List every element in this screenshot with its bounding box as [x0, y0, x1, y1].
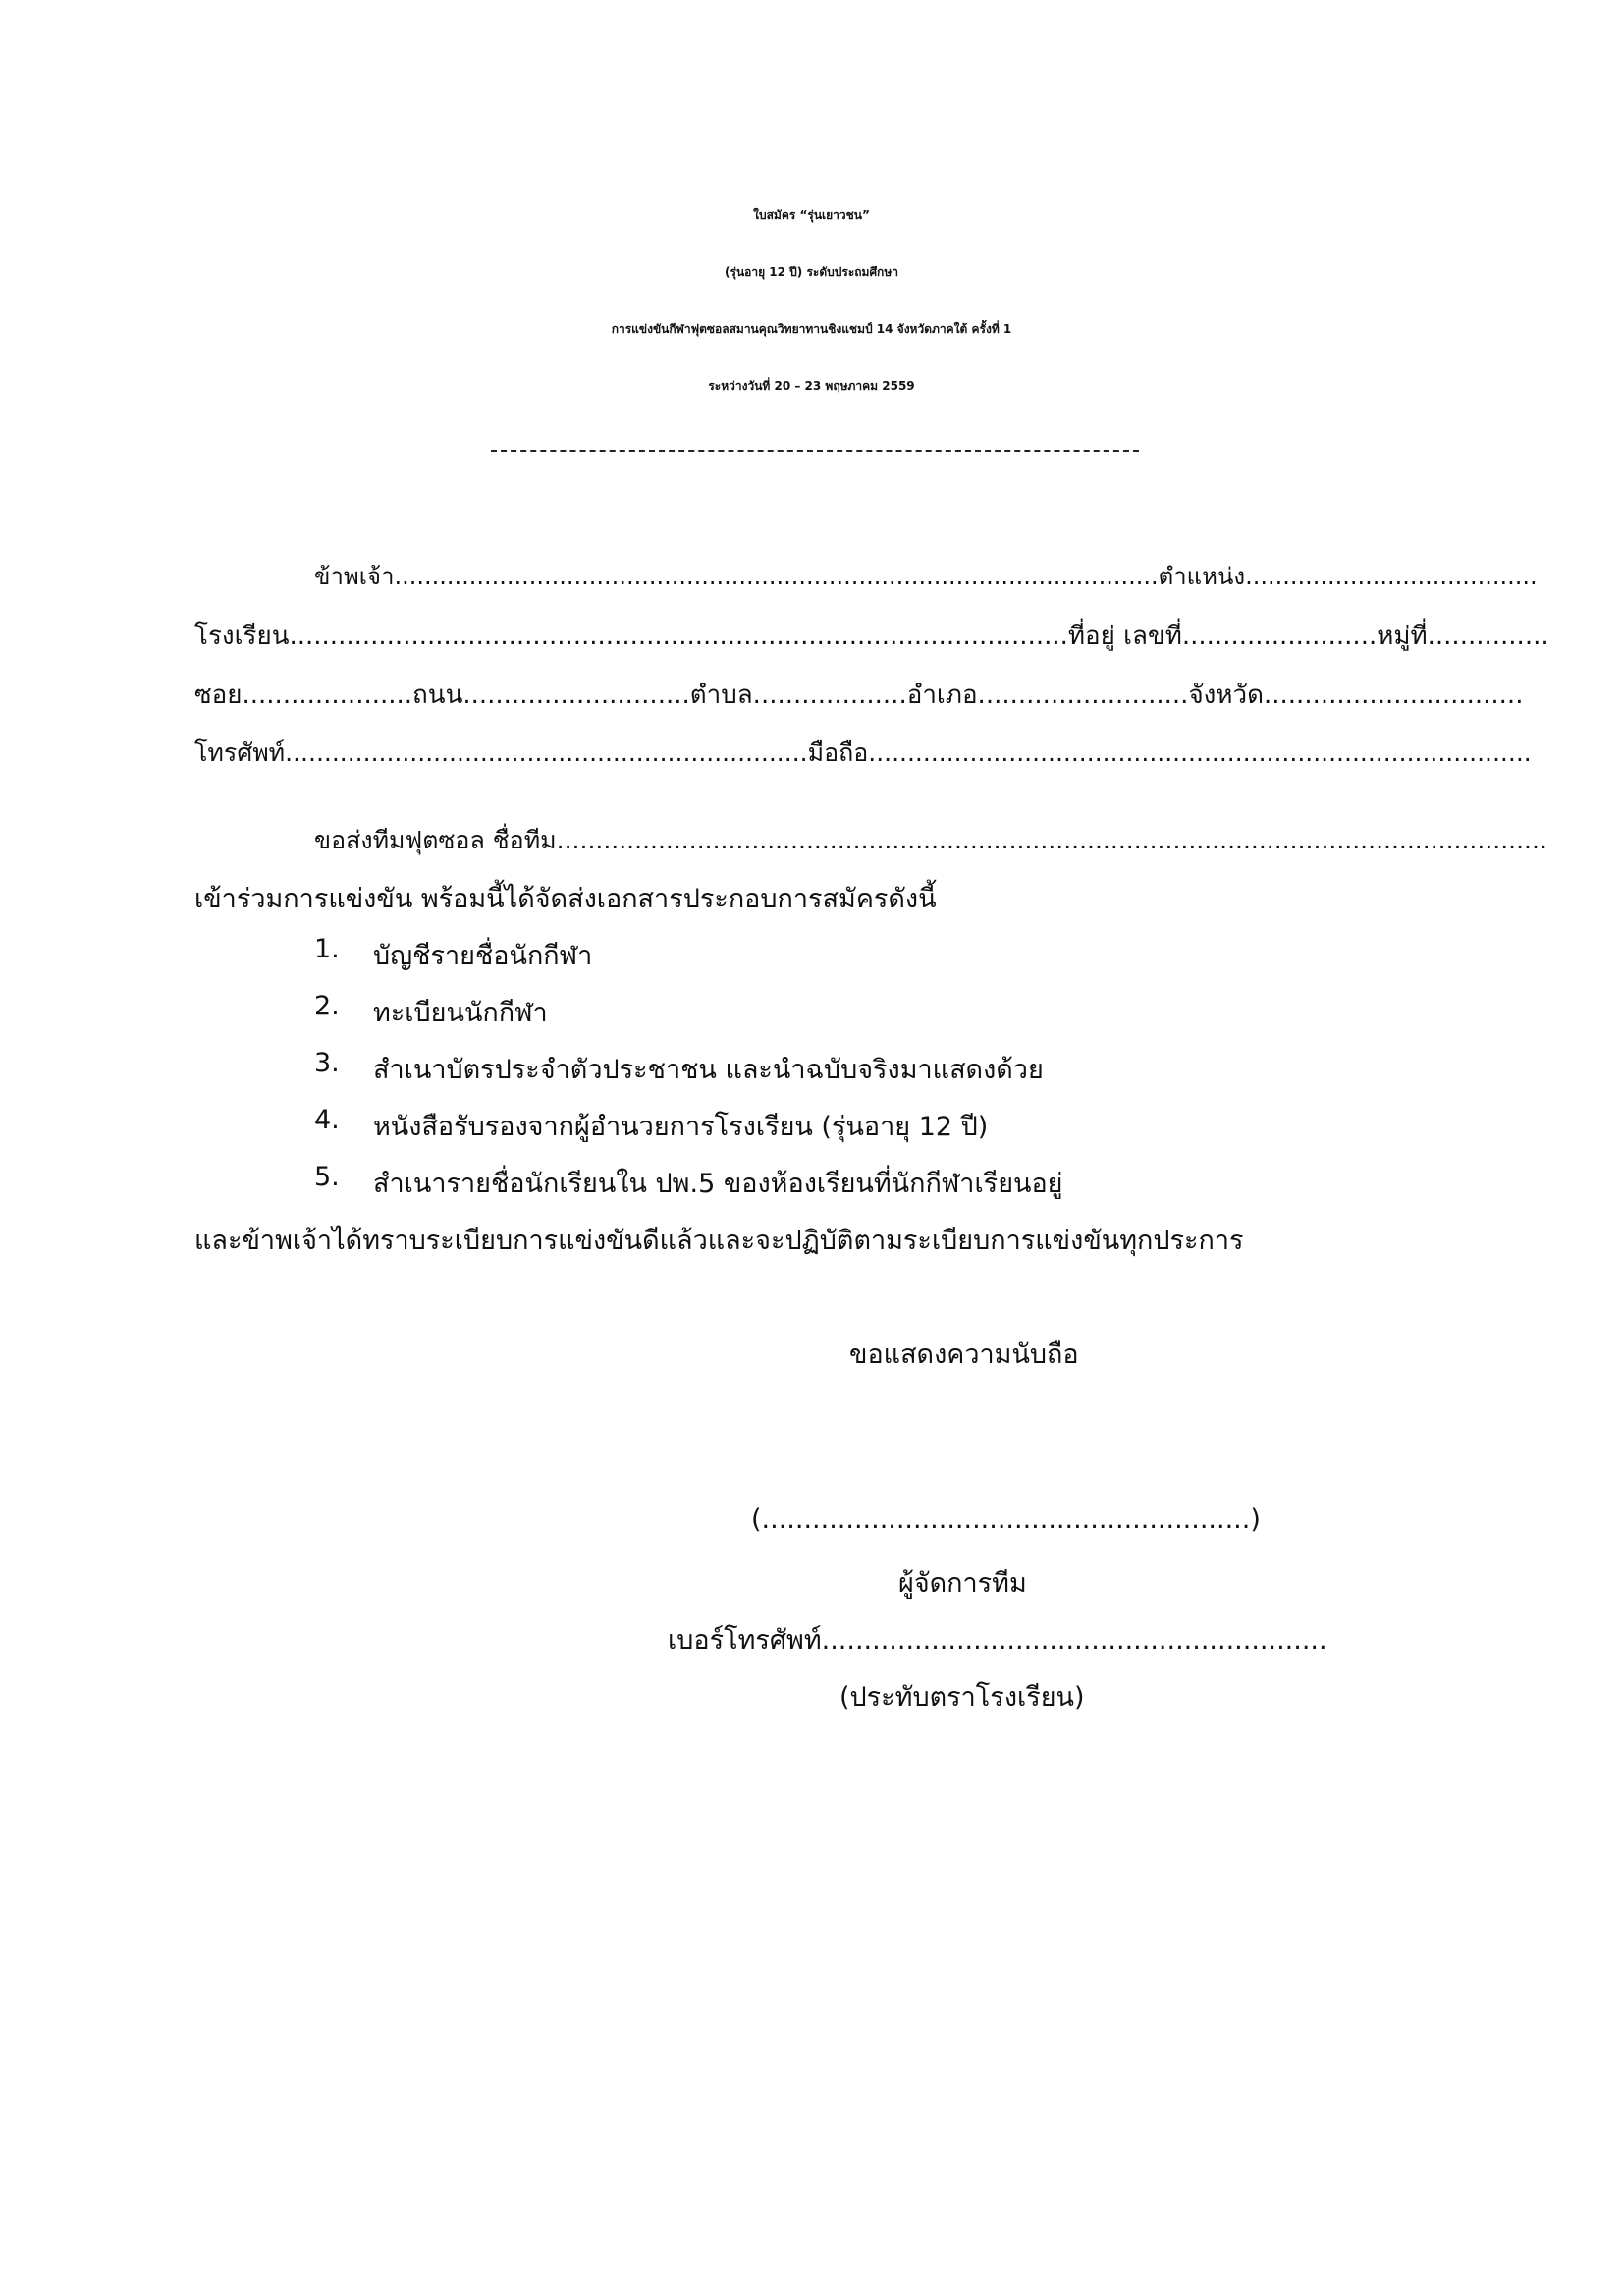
document-item-number: 1.: [314, 934, 340, 964]
declaration-text: และข้าพเจ้าได้ทราบระเบียบการแข่งขันดีแล้วและจะปฏิบัติตามระเบียบการแข่งขันทุกประการ: [194, 1226, 1244, 1256]
form-subtitle: (รุ่นอายุ 12 ปี) ระดับประถมศึกษา: [725, 265, 898, 279]
document-item-number: 2.: [314, 991, 340, 1021]
document-item-text: หนังสือรับรองจากผู้อำนวยการโรงเรียน (รุ่นอายุ 12 ปี): [373, 1112, 989, 1142]
document-item-number: 5.: [314, 1162, 340, 1192]
closing-text: ขอแสดงความนับถือ: [849, 1339, 1079, 1370]
document-item-text: บัญชีรายชื่อนักกีฬา: [373, 941, 593, 971]
document-item-text: สำเนาบัตรประจำตัวประชาชน และนำฉบับจริงมาแสดงด้วย: [373, 1055, 1044, 1085]
signature-phone-line: เบอร์โทรศัพท์............................................................: [668, 1625, 1327, 1656]
address-detail-line: ซอย.....................ถนน............................ตำบล...................อำเภอ..........................จังหวัด................................: [194, 681, 1524, 710]
school-address-line: โรงเรียน................................................................................................ที่อยู่ เลขที่........................หมู่ที่...............: [194, 622, 1549, 651]
phone-line: โทรศัพท์...................................................................มือถือ.....................................................................................: [194, 738, 1532, 767]
header-separator: [491, 450, 1139, 452]
event-dates: ระหว่างวันที่ 20 – 23 พฤษภาคม 2559: [708, 379, 915, 393]
team-name-line: ขอส่งทีมฟุตซอล ชื่อทีม...............................................................................................................................: [314, 826, 1547, 854]
document-item-number: 3.: [314, 1048, 340, 1078]
applicant-name-line: ข้าพเจ้า......................................................................................................ตำแหน่ง.......................................: [314, 563, 1538, 590]
event-name: การแข่งขันกีฬาฟุตซอลสมานคุณวิทยาทานชิงแชมป์ 14 จังหวัดภาคใต้ ครั้งที่ 1: [611, 322, 1012, 336]
signature-role: ผู้จัดการทีม: [898, 1568, 1027, 1599]
document-item-number: 4.: [314, 1105, 340, 1135]
form-title: ใบสมัคร “รุ่นเยาวชน”: [753, 208, 870, 222]
signature-name-line: (..........................................................): [751, 1504, 1261, 1535]
school-stamp-label: (ประทับตราโรงเรียน): [839, 1682, 1085, 1713]
participation-line: เข้าร่วมการแข่งขัน พร้อมนี้ได้จัดส่งเอกสารประกอบการสมัครดังนี้: [194, 884, 937, 914]
document-item-text: ทะเบียนนักกีฬา: [373, 998, 548, 1028]
document-item-text: สำเนารายชื่อนักเรียนใน ปพ.5 ของห้องเรียนที่นักกีฬาเรียนอยู่: [373, 1169, 1063, 1199]
